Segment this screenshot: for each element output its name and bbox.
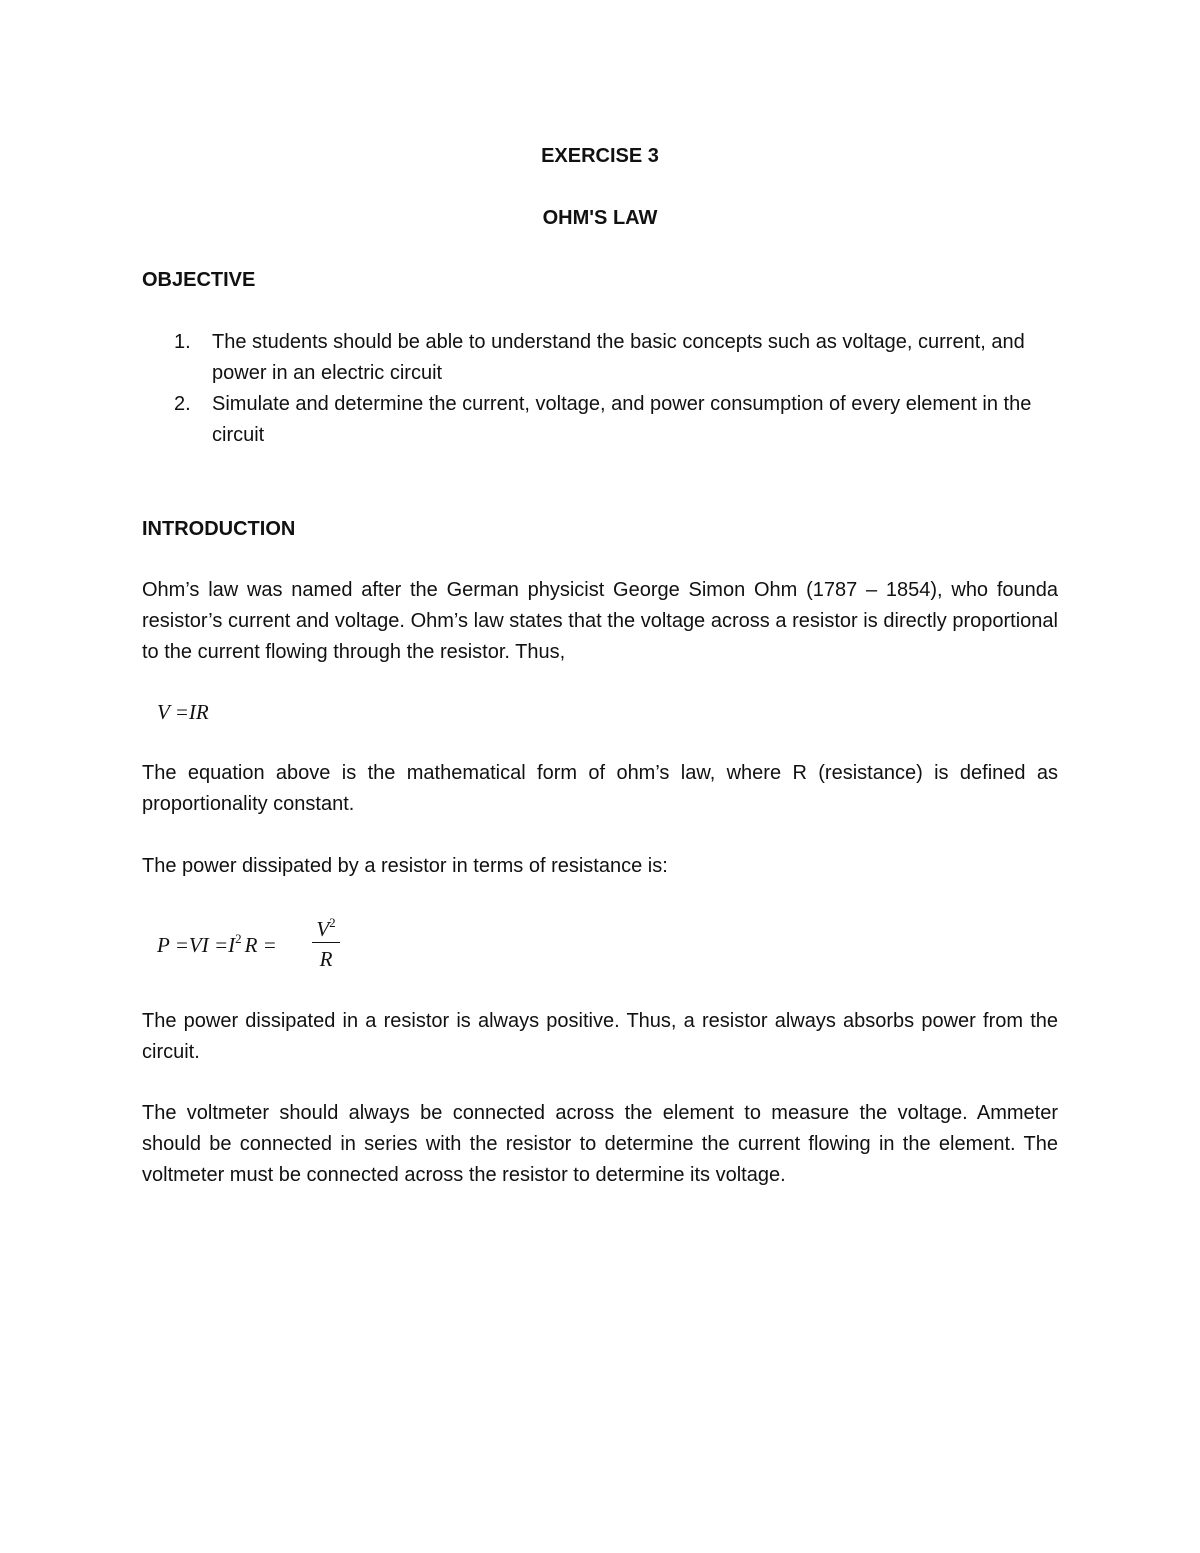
list-number: 2. [174, 393, 191, 415]
document-page [142, 0, 1058, 1553]
objective-list [142, 327, 1058, 451]
intro-paragraph: Ohm’s law was named after the German physicist George Simon Ohm (1787 – 1854), who founda resistor’s current and voltage. Ohm’s law states that the voltage across a resistor is directly proportional to the current flowing through the resistor. Thus, [142, 579, 1058, 663]
voltmeter-paragraph: The voltmeter should always be connected across the element to measure the voltage. Ammeter should be connected in series with the resistor to determine the current flowing in the element. The voltmeter must be connected across the resistor to determine its voltage. [142, 1102, 1058, 1186]
objective-heading: OBJECTIVE [142, 269, 256, 291]
subject-title: OHM'S LAW [542, 207, 658, 229]
objective-text: The students should be able to understand the basic concepts such as voltage, current, and power in an electric circuit [212, 331, 1025, 384]
introduction-heading: INTRODUCTION [142, 518, 296, 540]
fraction-numerator: $V^2$ [316, 915, 336, 941]
fraction-denominator: R [319, 947, 333, 971]
objective-item [142, 327, 1058, 389]
exercise-title: EXERCISE 3 [541, 145, 659, 167]
power-positive-paragraph: The power dissipated in a resistor is always positive. Thus, a resistor always absorbs power from the circuit. [142, 1010, 1058, 1063]
objective-item [142, 389, 1058, 451]
fraction-bar [312, 942, 340, 943]
power-equation-left: $P =VI =I^2$ R = [157, 931, 277, 957]
power-intro-paragraph: The power dissipated by a resistor in terms of resistance is: [142, 855, 668, 877]
ohms-law-equation: V =IR [157, 700, 209, 724]
objective-text: Simulate and determine the current, voltage, and power consumption of every element in the circuit [212, 393, 1032, 446]
list-number: 1. [174, 331, 191, 353]
equation-explanation-paragraph: The equation above is the mathematical form of ohm’s law, where R (resistance) is defined as proportionality constant. [142, 762, 1058, 815]
